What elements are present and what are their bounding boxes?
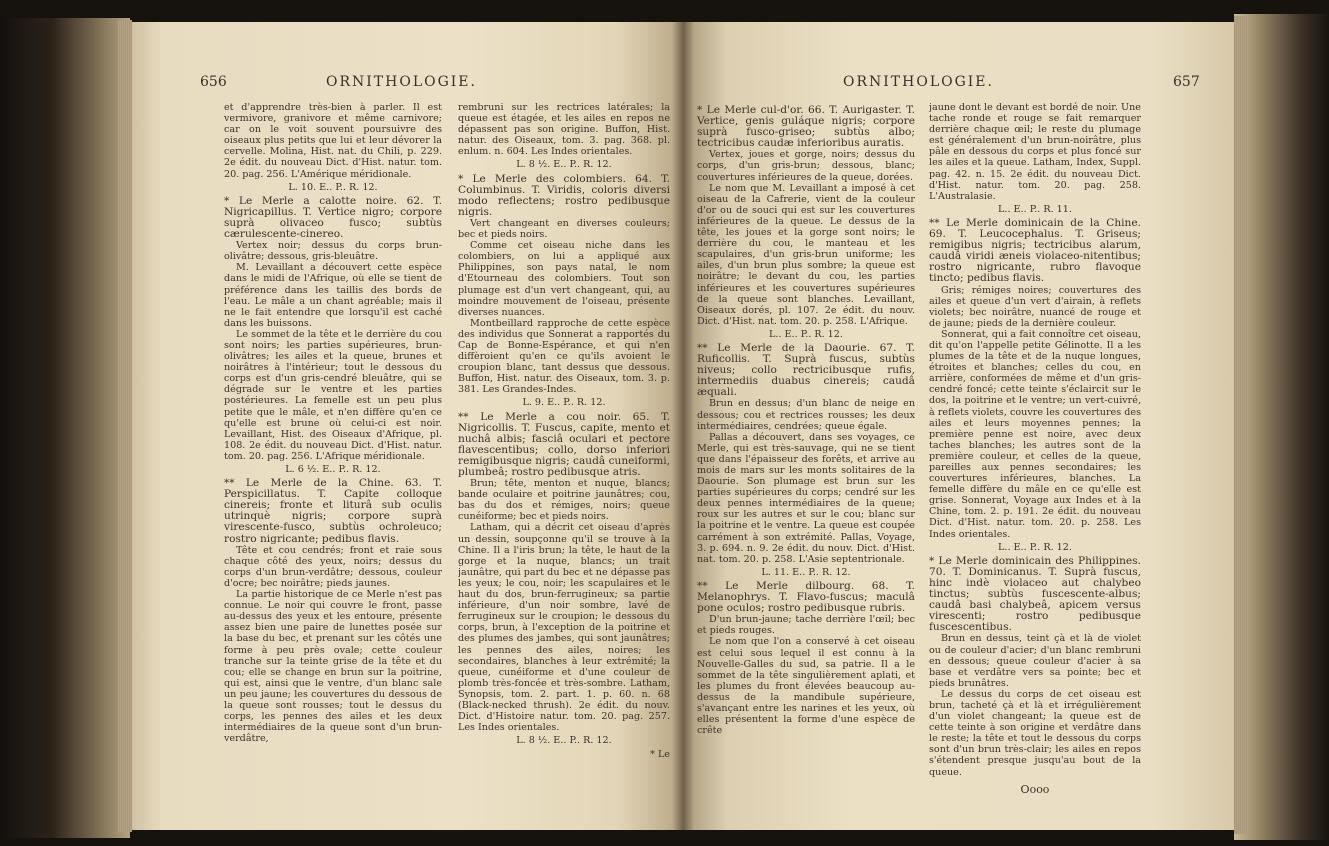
paragraph: La partie historique de ce Merle n'est pas connue. Le noir qui couvre le front, passe au-dessus des yeux et les entoure, présente assez bien une paire de lunettes posée sur la base du bec, et prenant sur les côtés une forme à peu près ovale; cette couleur tranche sur la teinte grise de la tête et du cou; elle se change en brun sur la poitrine, qui est, ainsi que le ventre, d'un blanc sale un peu jaune; les couvertures du dessous de la queue sont rousses; tout le dessus du corps, les pennes des ailes et les deux intermédiaires de la queue sont d'un brun-verdâtre,: [224, 589, 442, 745]
species-title: ** Le Merle de la Daourie. 67. T. Ruficollis. T. Suprà fuscus, subtùs niveus; collo rectricibusque rufis, intermediis duabus cinereis; caudâ æquali.: [697, 341, 915, 399]
paragraph: jaune dont le devant est bordé de noir. Une tache ronde et rouge se fait remarquer derrière chaque œil; le reste du plumage est généralement d'un brun-noirâtre, plus pâle en dessous du corps et plus foncé sur les ailes et la queue. Latham, Index, Suppl. pag. 42. n. 15. 2e édit. du nouveau Dict. d'Hist. natur. tom. 20. pag. 258. L'Australasie.: [929, 102, 1141, 202]
signature-mark: Oooo: [1020, 782, 1050, 796]
paragraph: M. Levaillant a découvert cette espèce dans le midi de l'Afrique, où elle se tient de préférence dans les taillis des bords de l'eau. Le mâle a un chant agréable; mais il ne le fait entendre que lorsqu'il est caché dans les buissons.: [224, 262, 442, 329]
measurement-line: L.. E.. P.. R. 11.: [998, 203, 1072, 215]
species-title: * Le Merle dominicain des Philippines. 70. T. Dominicanus. T. Suprà fuscus, hinc indè violaceo aut chalybeo tinctus; subtùs fuscescente-albus; caudâ basi chalybeâ, apicem versus virescenti; rostro pedibusque fuscescentibus.: [929, 554, 1141, 634]
measurement-line: L. 11. E.. P.. R. 12.: [761, 566, 851, 578]
paragraph: Latham, qui a décrit cet oiseau d'après un dessin, soupçonne qu'il se trouve à la Chine. Il a l'iris brun; la tête, le haut de la gorge et la nuque, blancs; un trait jaunâtre, qui part du bec et ne dépasse pas les yeux; le cou, noir; les scapulaires et le haut du dos, brun-ferrugineux; sa partie inférieure, d'un noir sombre, lavé de ferrugineux sur le croupion; le dessous du corps, brun, à l'exception de la poitrine et des plumes des jambes, qui sont jaunâtres; les pennes des ailes, noires; les secondaires, blanches à leur extrémité; la queue, cunéiforme et d'une couleur de plomb très-foncée et très-sombre. Latham, Synopsis, tom. 2. part. 1. p. 60. n. 68 (Black-necked thrush). 2e édit. du nouv. Dict. d'Histoire natur. tom. 20. pag. 257. Les Indes orientales.: [458, 522, 670, 734]
left-page-column-2: [458, 102, 670, 830]
paragraph: Brun; tête, menton et nuque, blancs; bande oculaire et poitrine jaunâtres; cou, bas du dos et rémiges, noirs; queue cunéiforme; bec et pieds noirs.: [458, 478, 670, 523]
species-title: ** Le Merle de la Chine. 63. T. Perspicillatus. T. Capite colloque cinereis; fronte et liturâ sub oculis utrinquè nigris; corpore suprà virescente-fusco, subtùs ochroleuco; rostro nigricante; pedibus flavis.: [224, 477, 442, 545]
paragraph: Sonnerat, qui a fait connoître cet oiseau, dit qu'on l'appelle petite Gélinotte. Il a les plumes de la tête et de la nuque longues, étroites et blanches; celles du cou, en arrière, conformées de même et d'un gris-cendré foncé; cette teinte s'éclaircit sur le dos, la poitrine et le ventre; un vert-cuivré, à reflets violets, couvre les couvertures des ailes et leurs moyennes pennes; la première penne est noire, avec deux taches blanches; les autres sont de la première couleur, et celles de la queue, pareilles aux pennes secondaires; les couvertures inférieures, blanches. La femelle diffère du mâle en ce qu'elle est grise. Sonnerat, Voyage aux Indes et à la Chine, tom. 2. p. 191. 2e édit. du nouveau Dict. d'Hist. natur. tom. 20. p. 258. Les Indes orientales.: [929, 328, 1141, 540]
paragraph: Brun en dessus; d'un blanc de neige en dessous; cou et rectrices rousses; les deux intermédiaires, cendrées; queue égale.: [697, 398, 915, 432]
measurement-line: L. 10. E.. P.. R. 12.: [288, 181, 378, 193]
paragraph: Tête et cou cendrés; front et raie sous chaque côté des yeux, noirs; dessus du corps d'un brun-verdâtre; dessous, couleur d'ocre; bec noirâtre; pieds jaunes.: [224, 544, 442, 589]
left-cover: [0, 18, 130, 838]
book-gutter: [672, 22, 694, 830]
measurement-line: L.. E.. P.. R. 12.: [998, 541, 1072, 553]
paragraph: Comme cet oiseau niche dans les colombiers, on lui a appliqué aux Philippines, son pays natal, le nom d'Etourneau des colombiers. Tout son plumage est d'un vert changeant, qui, au moindre mouvement de l'oiseau, présente diverses nuances.: [458, 240, 670, 318]
paragraph: Le nom que M. Levaillant a imposé à cet oiseau de la Cafrerie, vient de la couleur d'or ou de souci qui est sur les couvertures inférieures de la queue. Le dessus de la tête, les joues et la gorge sont noirs; le derrière du cou, le manteau et les scapulaires, d'un gris-brun uniforme; les ailes, d'un brun plus sombre; la queue est noirâtre; le devant du cou, les parties inférieures et les couvertures supérieures de la queue sont blanches. Levaillant, Oiseaux dorés, pl. 107. 2e édit. du nouv. Dict. d'Hist. nat. tom. 20. p. 258. L'Afrique.: [697, 182, 915, 327]
left-page-edges: [118, 20, 132, 832]
left-page-column-1: [224, 102, 442, 830]
measurement-line: L. 9. E.. P.. R. 12.: [522, 397, 606, 409]
species-title: * Le Merle des colombiers. 64. T. Columbinus. T. Viridis, coloris diversi modo reflectens; rostro pedibusque nigris.: [458, 172, 670, 218]
right-page-column-2: [929, 102, 1141, 830]
page-number-left: 656: [200, 74, 227, 90]
running-head-right: ORNITHOLOGIE.: [843, 74, 994, 90]
paragraph: Pallas a découvert, dans ses voyages, ce Merle, qui est très-sauvage, qui ne se tient que dans l'épaisseur des forêts, et arrive au mois de mars sur les monts solitaires de la Daourie. Son plumage est brun sur les parties supérieures du corps; cendré sur les deux pennes intermédiaires de la queue; roux sur les autres et sur le cou; blanc sur la poitrine et le ventre. La queue est coupée carrément à son extrémité. Pallas, Voyage, 3. p. 694. n. 9. 2e édit. du nouv. Dict. d'Hist. nat. tom. 20. p. 258. L'Asie septentrionale.: [697, 431, 915, 565]
left-page: [128, 22, 683, 830]
paragraph: rembruni sur les rectrices latérales; la queue est étagée, et les ailes en repos ne dépassent pas son origine. Buffon, Hist. natur. des Oiseaux, tom. 3. pag. 368. pl. enlum. n. 604. Les Indes orientales.: [458, 102, 670, 158]
right-cover: [1234, 14, 1329, 840]
right-page: [683, 22, 1236, 830]
paragraph: Vert changeant en diverses couleurs; bec et pieds noirs.: [458, 217, 670, 241]
measurement-line: L. 8 ½. E.. P.. R. 12.: [516, 735, 612, 747]
page-number-right: 657: [1173, 74, 1200, 90]
measurement-line: L. 6 ½. E.. P.. R. 12.: [285, 464, 381, 475]
paragraph: Gris; rémiges noires; couvertures des ailes et queue d'un vert d'airain, à reflets violets; bec noirâtre, nuancé de rouge et de jaune; pieds de la dernière couleur.: [929, 284, 1141, 329]
measurement-line: L.. E.. P.. R. 12.: [769, 328, 843, 340]
paragraph: et d'apprendre très-bien à parler. Il est vermivore, granivore et même carnivore; car on le voit souvent poursuivre des oiseaux plus petits que lui et leur dévorer la cervelle. Molina, Hist. nat. du Chili, p. 229. 2e édit. du nouveau Dict. d'Hist. natur. tom. 20. pag. 256. L'Amérique méridionale.: [224, 102, 442, 180]
paragraph: Vertex noir; dessus du corps brun-olivâtre; dessous, gris-bleuâtre.: [224, 240, 442, 263]
paragraph: Le sommet de la tête et le derrière du cou sont noirs; les parties supérieures, brun-olivâtres; les ailes et la queue, brunes et noirâtres à l'intérieur; tout le dessous du corps est d'un gris-cendré bleuâtre, qui se dégrade sur le ventre et les parties postérieures. La femelle est un peu plus petite que le mâle, et n'en diffère qu'en ce qu'elle est brune où celui-ci est noir. Levaillant, Hist. des Oiseaux d'Afrique, pl. 108. 2e édit. du nouveau Dict. d'Hist. natur. tom. 20. pag. 256. L'Afrique méridionale.: [224, 328, 442, 462]
species-title: * Le Merle a calotte noire. 62. T. Nigricapillus. T. Vertice nigro; corpore suprà olivaceo fusco; subtùs cærulescente-cinereo.: [224, 194, 442, 241]
paragraph: D'un brun-jaune; tache derrière l'œil; bec et pieds rouges.: [697, 614, 915, 637]
catchword: * Le: [650, 749, 670, 761]
right-page-column-1: [697, 102, 915, 830]
species-title: * Le Merle cul-d'or. 66. T. Aurigaster. T. Vertice, genis guláque nigris; corpore suprà fusco-griseo; subtùs albo; tectricibus caudæ inferioribus auratis.: [697, 104, 915, 150]
running-head-left: ORNITHOLOGIE.: [326, 74, 477, 90]
species-title: ** Le Merle a cou noir. 65. T. Nigricollis. T. Fuscus, capite, mento et nuchâ albis; fasciâ oculari et pectore flavescentibus; collo, dorso inferiori remigibusque nigris; caudâ cuneiformi, plumbeâ; rostro pedibusque atris.: [458, 410, 670, 478]
measurement-line: L. 8 ½. E.. P.. R. 12.: [516, 159, 612, 171]
paragraph: Le dessus du corps de cet oiseau est brun, tacheté çà et là et irrégulièrement d'un violet changeant; la queue est de cette teinte à son origine et verdâtre dans le reste; la tête et tout le dessous du corps sont d'un brun très-clair; les ailes en repos s'étendent presque jusqu'au bout de la queue.: [929, 688, 1141, 778]
right-page-edges: [1234, 16, 1248, 834]
species-title: ** Le Merle dilbourg. 68. T. Melanophrys. T. Flavo-fuscus; maculâ pone oculos; rostro pedibusque rubris.: [697, 579, 915, 615]
paragraph: Montbeillard rapproche de cette espèce des individus que Sonnerat a rapportés du Cap de Bonne-Espérance, et qui n'en diffèroient qu'en ce qu'ils avoient le croupion blanc, tant dessus que dessous. Buffon, Hist. natur. des Oiseaux, tom. 3. p. 381. Les Grandes-Indes.: [458, 317, 670, 396]
paragraph: Brun en dessus, teint çà et là de violet ou de couleur d'acier; d'un blanc rembruni en dessous; queue couleur d'acier à sa base et verdâtre vers sa pointe; bec et pieds brunâtres.: [929, 633, 1141, 689]
species-title: ** Le Merle dominicain de la Chine. 69. T. Leucocephalus. T. Griseus; remigibus nigris; tectricibus alarum, caudâ viridi æneis violaceo-nitentibus; rostro nigricante, rubro flavoque tincto; pedibus flavis.: [929, 216, 1141, 285]
paragraph: Vertex, joues et gorge, noirs; dessus du corps, d'un gris-brun; dessous, blanc; couvertures inférieures de la queue, dorées.: [697, 149, 915, 183]
paragraph: Le nom que l'on a conservé à cet oiseau est celui sous lequel il est connu à la Nouvelle-Galles du sud, sa patrie. Il a le sommet de la tête singulièrement aplati, et les plumes du front élevées beaucoup au-dessus de la mandibule supérieure, s'avançant entre les narines et les yeux, où elles présentent la forme d'une espèce de crête: [697, 636, 915, 737]
